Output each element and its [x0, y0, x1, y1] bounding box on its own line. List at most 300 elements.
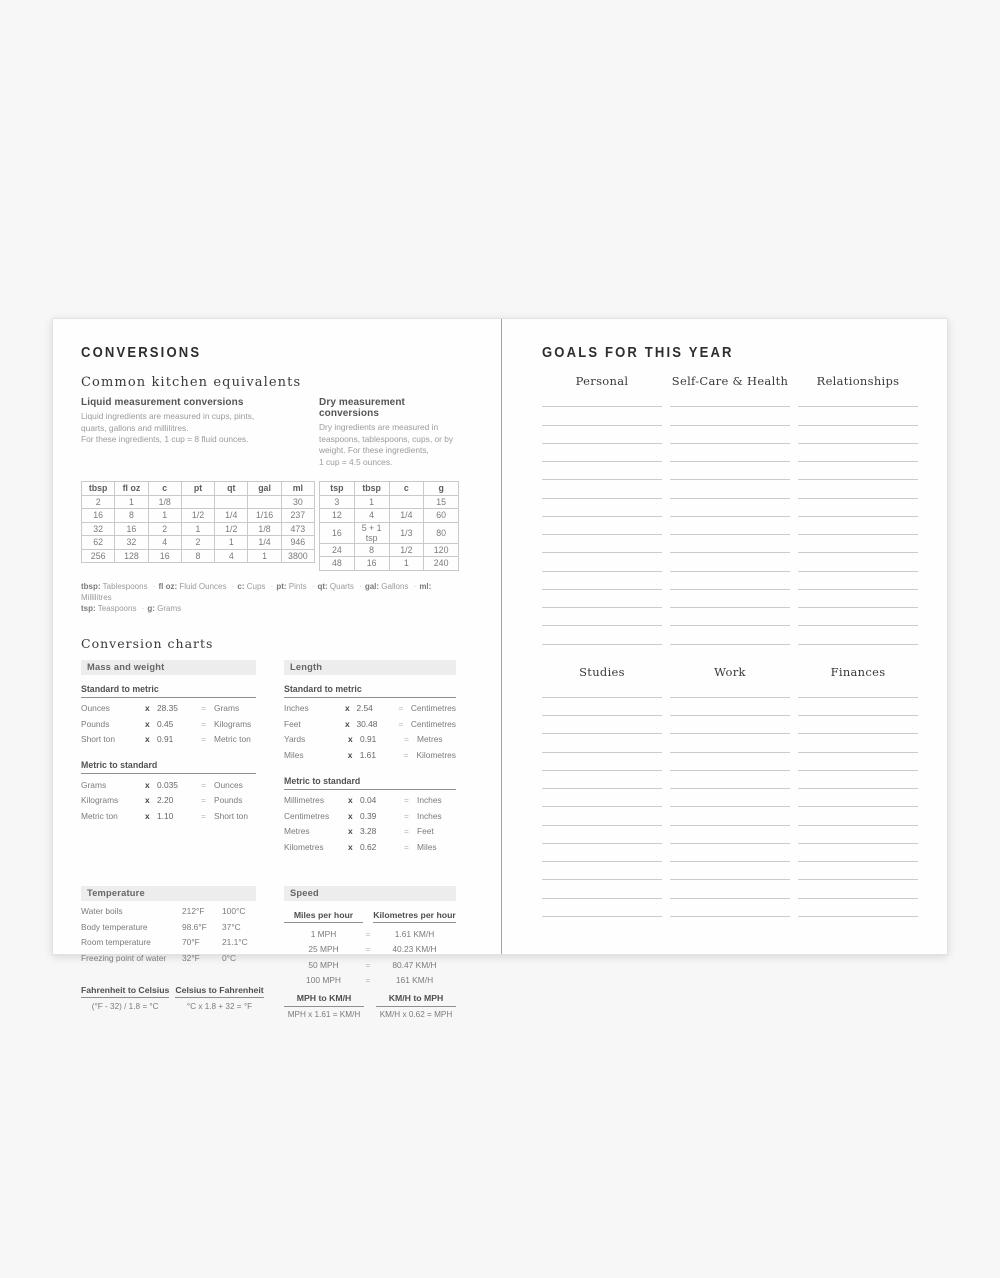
kitchen-equivalents-grid [81, 397, 459, 571]
subheading-metric-to-standard: Metric to standard [284, 776, 456, 790]
table-cell: 1/4 [215, 509, 248, 523]
table-cell: 60 [424, 509, 459, 523]
goal-column-personal [542, 374, 662, 645]
legend-value: Grams [157, 603, 182, 613]
multiply-sign: x [145, 703, 150, 713]
speed-header-kmh: Kilometres per hour [373, 910, 456, 924]
speed-mph-value: 1 MPH [310, 928, 337, 939]
ruled-line [542, 407, 662, 425]
table-cell: 946 [281, 536, 314, 550]
conversion-from: Kilograms [81, 795, 119, 805]
table-cell: 1 [389, 557, 424, 571]
ruled-line [798, 626, 918, 644]
speed-formulas [284, 993, 456, 1019]
legend-value: Gallons [381, 581, 409, 591]
ruled-line [542, 734, 662, 752]
conversion-row [81, 719, 256, 729]
temperature-fahrenheit: 212°F [182, 906, 205, 916]
goal-column-heading: Finances [830, 664, 886, 679]
conversion-factor: 0.45 [157, 718, 174, 729]
temperature-row [81, 953, 256, 963]
ruled-line [542, 862, 662, 880]
conversion-row [284, 811, 456, 821]
equals-sign: = [404, 795, 409, 805]
writing-lines [798, 389, 918, 645]
conversion-row [81, 780, 256, 790]
formula-text: KM/H x 0.62 = MPH [379, 1010, 453, 1019]
table-header-cell: pt [181, 482, 214, 496]
table-cell: 237 [281, 509, 314, 523]
speed-header-mph: Miles per hour [284, 910, 363, 924]
conversion-to: Metric ton [214, 734, 251, 744]
conversion-from: Pounds [81, 718, 110, 729]
equals-sign: = [201, 810, 206, 821]
ruled-line [542, 680, 662, 698]
ruled-line [670, 590, 790, 608]
table-cell: 1/2 [215, 522, 248, 536]
table-cell: 473 [281, 522, 314, 536]
table-cell: 32 [115, 536, 148, 550]
conversion-from: Feet [284, 718, 301, 729]
goal-column-finances [798, 665, 918, 917]
conversion-to: Kilometres [416, 749, 456, 760]
writing-lines [542, 680, 662, 917]
ruled-line [798, 844, 918, 862]
goal-column-heading: Work [714, 664, 746, 679]
writing-lines [798, 680, 918, 917]
temperature-label: Body temperature [81, 921, 148, 932]
multiply-sign: x [348, 841, 353, 852]
equals-sign: = [403, 749, 409, 760]
table-cell: 1/16 [248, 509, 281, 523]
conversion-factor: 2.54 [356, 703, 373, 713]
ruled-line [798, 771, 918, 789]
conversion-from: Grams [81, 779, 107, 790]
table-cell: 3 [320, 495, 355, 509]
section-bar-mass: Mass and weight [81, 660, 256, 675]
ruled-line [670, 734, 790, 752]
conversion-from: Inches [284, 703, 309, 713]
table-cell: 15 [424, 495, 459, 509]
ruled-line [670, 880, 790, 898]
legend-key: pt: [276, 581, 287, 591]
equals-sign: = [398, 703, 404, 713]
ruled-line [798, 789, 918, 807]
goal-column-heading: Personal [575, 374, 629, 388]
conversion-factor: 30.48 [356, 718, 378, 729]
legend-pair [317, 582, 364, 591]
legend-value: Fluid Ounces [179, 581, 227, 591]
table-cell: 2 [82, 495, 115, 509]
speed-section [284, 886, 456, 1020]
multiply-sign: x [345, 718, 350, 729]
ruled-line [542, 771, 662, 789]
ruled-line [542, 462, 662, 480]
table-header-cell: tbsp [354, 482, 389, 496]
multiply-sign: x [145, 734, 150, 744]
table-cell: 120 [424, 543, 459, 557]
ruled-line [542, 389, 662, 407]
legend-key: g: [147, 603, 155, 613]
ruled-line [670, 608, 790, 626]
ruled-line [798, 680, 918, 698]
ruled-line [542, 807, 662, 825]
ruled-line [798, 734, 918, 752]
equals-sign: = [398, 718, 404, 729]
ruled-line [542, 590, 662, 608]
formula-text: °C x 1.8 + 32 = °F [186, 1001, 253, 1011]
legend-value: Tablespoons [102, 581, 148, 591]
conversion-from: Kilometres [284, 841, 324, 852]
ruled-line [798, 389, 918, 407]
temperature-label: Room temperature [81, 937, 151, 947]
goal-column-heading: Relationships [816, 374, 900, 388]
subheading-metric-to-standard: Metric to standard [81, 760, 256, 774]
formula-box [284, 993, 364, 1019]
ruled-line [542, 499, 662, 517]
conversion-to: Centimetres [410, 703, 456, 713]
formula-title: KM/H to MPH [376, 993, 456, 1007]
table-cell: 8 [181, 549, 214, 563]
legend-value: Millilitres [81, 592, 112, 602]
ruled-line [670, 389, 790, 407]
ruled-line [798, 753, 918, 771]
conversion-to: Inches [417, 810, 442, 821]
ruled-line [670, 572, 790, 590]
ruled-line [670, 462, 790, 480]
table-header-cell: c [389, 482, 424, 496]
ruled-line [670, 499, 790, 517]
ruled-line [798, 517, 918, 535]
dry-conversions-description: Dry ingredients are measured in teaspoons, tablespoons, cups, or by weight. For these ingredients, 1 cup = 4.5 ounces. [319, 422, 454, 467]
ruled-line [542, 844, 662, 862]
goals-page [501, 319, 948, 954]
conversion-factor: 0.39 [360, 810, 377, 821]
legend-key: fl oz: [158, 581, 178, 591]
conversion-factor: 1.61 [359, 749, 376, 760]
legend-key: qt: [317, 581, 328, 591]
table-cell [248, 495, 281, 509]
table-cell: 4 [354, 509, 389, 523]
conversion-from: Centimetres [284, 810, 330, 821]
table-header-row [82, 482, 315, 496]
table-cell: 4 [148, 536, 181, 550]
temperature-fahrenheit: 70°F [182, 937, 200, 947]
table-cell: 256 [82, 549, 115, 563]
legend-key: tbsp: [81, 581, 101, 591]
equals-sign: = [365, 944, 371, 954]
table-cell: 8 [354, 543, 389, 557]
legend-key: c: [237, 581, 245, 591]
conversion-factor: 3.28 [360, 826, 377, 836]
table-header-cell: qt [215, 482, 248, 496]
conversion-from: Short ton [81, 734, 115, 744]
multiply-sign: x [145, 779, 150, 790]
table-cell: 3800 [281, 549, 314, 563]
ruled-line [542, 753, 662, 771]
ruled-line [542, 480, 662, 498]
temperature-celsius: 37°C [222, 921, 241, 932]
ruled-line [670, 626, 790, 644]
equals-sign: = [365, 928, 371, 939]
table-header-cell: c [148, 482, 181, 496]
goal-column-heading: Studies [579, 664, 625, 679]
legend-key: tsp: [81, 603, 96, 613]
table-header-row [320, 482, 459, 496]
legend-pair [81, 582, 158, 591]
legend-pair [147, 604, 181, 613]
table-cell: 1/8 [148, 495, 181, 509]
table-header-cell: fl oz [115, 482, 148, 496]
writing-lines [670, 680, 790, 917]
ruled-line [670, 553, 790, 571]
ruled-line [542, 826, 662, 844]
goal-column-relationships [798, 374, 918, 645]
speed-mph-value: 100 MPH [306, 975, 341, 985]
conversion-to: Centimetres [410, 718, 456, 729]
table-row [82, 549, 315, 563]
table-cell: 62 [82, 536, 115, 550]
planner-spread [52, 318, 948, 1019]
temperature-section [81, 886, 264, 1020]
conversion-factor: 0.035 [157, 779, 178, 790]
legend-value: Teaspoons [97, 603, 137, 613]
dry-conversions-title: Dry measurement conversions [319, 397, 405, 419]
writing-lines [670, 389, 790, 645]
conversion-from: Ounces [81, 703, 110, 713]
goal-column-work [670, 665, 790, 917]
length-section [284, 660, 456, 852]
table-cell: 1/2 [181, 509, 214, 523]
section-bar-length: Length [284, 660, 456, 675]
multiply-sign: x [145, 718, 150, 729]
conversion-factor: 0.62 [360, 841, 377, 852]
ruled-line [670, 535, 790, 553]
conversion-factor: 0.91 [157, 734, 174, 744]
table-cell: 16 [82, 509, 115, 523]
goal-column-studies [542, 665, 662, 917]
temperature-row [81, 922, 256, 932]
table-cell: 5 + 1 tsp [354, 522, 389, 543]
section-bar-temperature: Temperature [81, 886, 256, 901]
ruled-line [670, 480, 790, 498]
subheading-standard-to-metric: Standard to metric [284, 684, 456, 698]
conversion-to: Pounds [214, 795, 243, 805]
ruled-line [670, 426, 790, 444]
ruled-line [798, 407, 918, 425]
legend-value: Quarts [329, 581, 354, 591]
equals-sign: = [365, 959, 371, 970]
temperature-celsius: 100°C [222, 906, 246, 916]
dry-conversions-intro [319, 397, 459, 468]
formula-text: MPH x 1.61 = KM/H [287, 1010, 361, 1019]
ruled-line [670, 771, 790, 789]
conversion-to: Metres [417, 734, 443, 744]
temperature-formulas [81, 984, 264, 1011]
legend-pair [276, 582, 317, 591]
temperature-row [81, 937, 256, 947]
table-cell: 240 [424, 557, 459, 571]
table-header-cell: tbsp [82, 482, 115, 496]
legend-key: gal: [364, 581, 380, 591]
ruled-line [542, 789, 662, 807]
table-cell: 1/3 [389, 522, 424, 543]
spacer [363, 910, 373, 924]
table-cell: 1 [248, 549, 281, 563]
equals-sign: = [201, 795, 206, 805]
speed-column-headers [284, 910, 456, 924]
conversion-row [284, 719, 456, 729]
page-title-conversions: CONVERSIONS [81, 345, 202, 361]
multiply-sign: x [345, 703, 350, 713]
conversion-row [284, 734, 456, 744]
conversion-row [81, 811, 256, 821]
conversion-row [81, 734, 256, 744]
multiply-sign: x [347, 749, 353, 760]
table-cell [181, 495, 214, 509]
temperature-fahrenheit: 32°F [182, 952, 200, 963]
table-cell: 4 [215, 549, 248, 563]
table-cell: 16 [354, 557, 389, 571]
table-cell: 8 [115, 509, 148, 523]
goal-column-heading: Self-Care & Health [671, 374, 789, 388]
ruled-line [798, 590, 918, 608]
table-cell: 1 [115, 495, 148, 509]
temperature-fahrenheit: 98.6°F [182, 921, 207, 932]
table-cell: 1 [181, 522, 214, 536]
abbreviation-legend [81, 581, 459, 614]
legend-pair [158, 582, 237, 591]
conversion-row [284, 826, 456, 836]
table-cell: 2 [181, 536, 214, 550]
ruled-line [542, 698, 662, 716]
conversion-to: Feet [417, 826, 434, 836]
ruled-line [798, 535, 918, 553]
ruled-line [542, 444, 662, 462]
conversion-from: Millimetres [284, 795, 325, 805]
formula-box [376, 993, 456, 1019]
temperature-label: Freezing point of water [81, 952, 167, 963]
table-cell [389, 495, 424, 509]
conversion-row [284, 703, 456, 713]
ruled-line [670, 407, 790, 425]
equals-sign: = [201, 703, 206, 713]
table-cell: 1 [354, 495, 389, 509]
table-cell: 1/8 [248, 522, 281, 536]
ruled-line [670, 862, 790, 880]
table-cell: 16 [148, 549, 181, 563]
table-cell: 128 [115, 549, 148, 563]
table-row [320, 543, 459, 557]
multiply-sign: x [348, 795, 353, 805]
ruled-line [670, 844, 790, 862]
ruled-line [798, 426, 918, 444]
conversion-factor: 2.20 [157, 795, 174, 805]
ruled-line [542, 880, 662, 898]
multiply-sign: x [145, 810, 150, 821]
conversion-row [284, 750, 456, 760]
liquid-conversions-description: Liquid ingredients are measured in cups, pints, quarts, gallons and millilitres. For these ingredients, 1 cup = 8 fluid ounces. [81, 411, 255, 444]
speed-kmh-value: 40.23 KM/H [392, 944, 437, 954]
goal-group-top [542, 374, 918, 645]
temperature-celsius: 0°C [222, 952, 237, 963]
subheading-standard-to-metric: Standard to metric [81, 684, 256, 698]
legend-line [81, 603, 459, 614]
formula-text: (°F - 32) / 1.8 = °C [91, 1001, 159, 1011]
ruled-line [798, 608, 918, 626]
ruled-line [798, 880, 918, 898]
dry-measurement-table [319, 481, 459, 571]
ruled-line [670, 716, 790, 734]
ruled-line [542, 553, 662, 571]
speed-row [284, 944, 456, 954]
conversion-factor: 1.10 [157, 810, 174, 821]
table-cell: 1/4 [389, 509, 424, 523]
table-row [82, 509, 315, 523]
equals-sign: = [365, 975, 371, 985]
kitchen-equivalents-heading: Common kitchen equivalents [81, 375, 302, 390]
legend-line [81, 581, 459, 603]
writing-lines [542, 389, 662, 645]
ruled-line [798, 862, 918, 880]
speed-mph-value: 25 MPH [308, 944, 339, 954]
conversion-factor: 28.35 [157, 703, 178, 713]
conversion-factor: 0.91 [360, 734, 377, 744]
legend-key: ml: [419, 581, 432, 591]
table-row [320, 509, 459, 523]
table-row [320, 557, 459, 571]
speed-kmh-value: 161 KM/H [395, 975, 434, 985]
conversion-to: Grams [214, 703, 240, 713]
ruled-line [670, 517, 790, 535]
table-header-cell: g [424, 482, 459, 496]
table-row [82, 495, 315, 509]
formula-title: Fahrenheit to Celsius [81, 985, 169, 999]
table-cell [215, 495, 248, 509]
equals-sign: = [404, 734, 409, 744]
temperature-celsius: 21.1°C [222, 937, 248, 947]
conversion-to: Miles [417, 841, 437, 852]
conversion-from: Metres [284, 826, 310, 836]
table-cell: 1/2 [389, 543, 424, 557]
ruled-line [798, 444, 918, 462]
ruled-line [798, 462, 918, 480]
conversion-charts-heading: Conversion charts [81, 635, 214, 651]
legend-pair [81, 604, 147, 613]
speed-kmh-value: 80.47 KM/H [392, 959, 437, 970]
ruled-line [542, 572, 662, 590]
ruled-line [798, 716, 918, 734]
equals-sign: = [201, 718, 206, 729]
ruled-line [542, 426, 662, 444]
conversion-to: Inches [417, 795, 442, 805]
table-cell: 12 [320, 509, 355, 523]
legend-value: Pints [288, 581, 307, 591]
ruled-line [542, 626, 662, 644]
conversion-to: Short ton [214, 810, 248, 821]
equals-sign: = [404, 810, 409, 821]
table-cell: 32 [82, 522, 115, 536]
table-cell: 80 [424, 522, 459, 543]
ruled-line [670, 444, 790, 462]
legend-value: Cups [246, 581, 266, 591]
speed-row [284, 929, 456, 939]
table-cell: 48 [320, 557, 355, 571]
page-title-goals: GOALS FOR THIS YEAR [542, 345, 734, 361]
table-header-cell: ml [281, 482, 314, 496]
conversion-charts-grid [81, 660, 459, 1020]
ruled-line [798, 899, 918, 917]
